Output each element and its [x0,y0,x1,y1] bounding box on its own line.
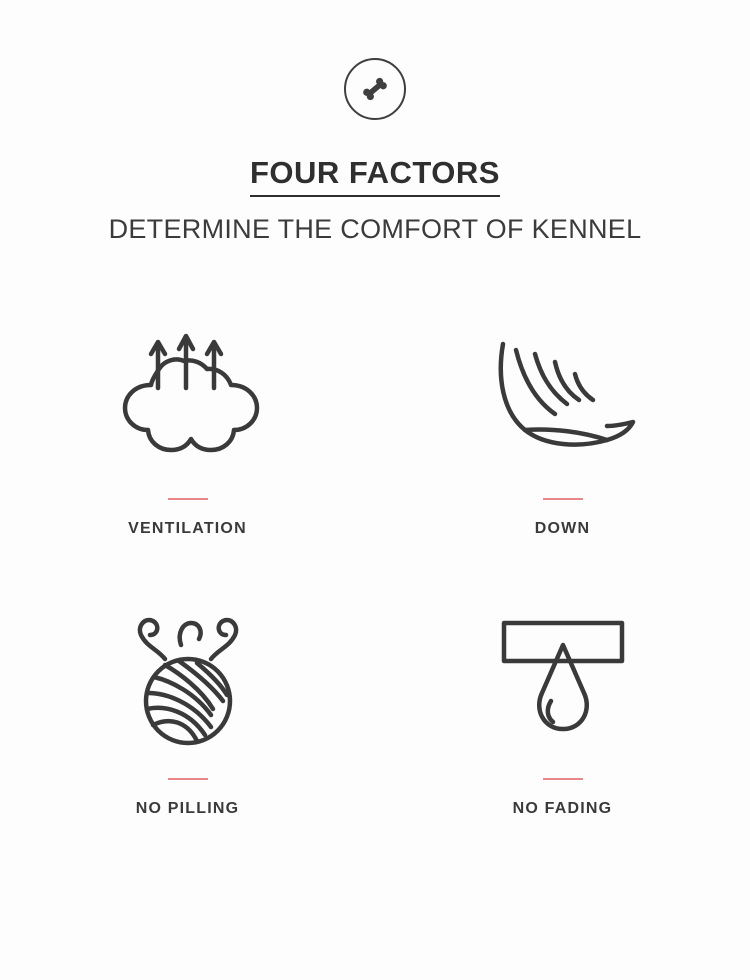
accent-divider [168,778,208,780]
water-drop-icon [488,600,638,760]
header-section [0,0,750,245]
bone-icon [358,72,392,106]
feature-item [0,600,375,880]
feather-icon [483,320,643,480]
title-wrap [0,156,750,245]
page-title: FOUR FACTORS [250,156,500,197]
feature-item [375,600,750,880]
page-subtitle: DETERMINE THE COMFORT OF KENNEL [108,214,642,245]
feature-item [375,320,750,600]
accent-divider [168,498,208,500]
feature-item [0,320,375,600]
yarn-ball-icon [113,600,263,760]
accent-divider [543,498,583,500]
badge-circle [344,58,406,120]
feature-label: NO PILLING [135,800,240,817]
feature-label: NO FADING [512,800,613,817]
feature-label: VENTILATION [128,520,247,537]
features-grid [0,320,750,880]
feature-label: DOWN [534,520,591,537]
cloud-airflow-icon [113,320,263,480]
accent-divider [543,778,583,780]
